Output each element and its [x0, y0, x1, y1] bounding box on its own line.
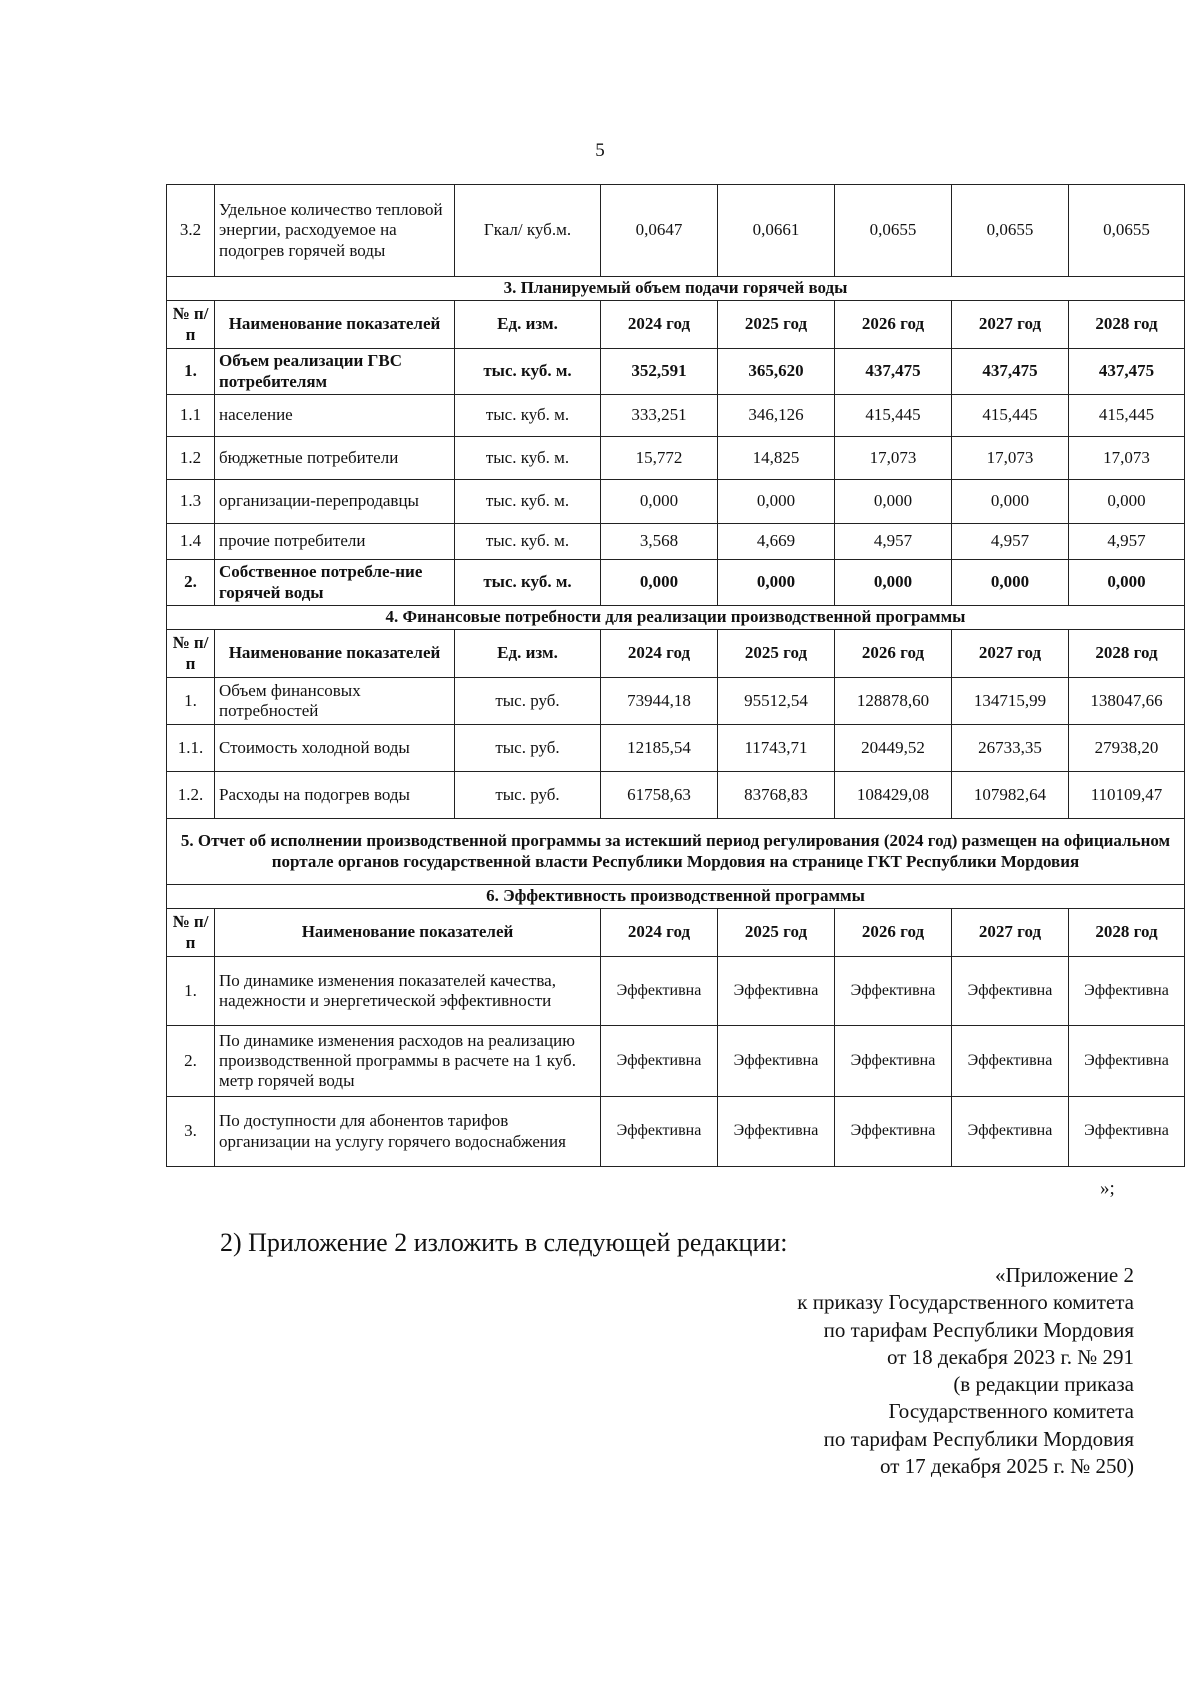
value-2026: 0,0655 — [835, 185, 952, 277]
efficiency-2024: Эффективна — [601, 1026, 718, 1097]
value-2026: 20449,52 — [835, 725, 952, 772]
unit-cell: тыс. руб. — [455, 678, 601, 725]
value-2024: 352,591 — [601, 349, 718, 395]
header-name: Наименование показателей — [215, 909, 601, 957]
efficiency-2027: Эффективна — [952, 1097, 1069, 1167]
indicator-name: Удельное количество тепловой энергии, расходуемое на подогрев горячей воды — [215, 185, 455, 277]
indicator-name: Стоимость холодной воды — [215, 725, 455, 772]
section-title-row — [167, 606, 1185, 630]
efficiency-2028: Эффективна — [1069, 1026, 1185, 1097]
header-year: 2024 год — [601, 301, 718, 349]
value-2027: 107982,64 — [952, 772, 1069, 819]
row-number: 1. — [167, 678, 215, 725]
header-no: № п/п — [167, 301, 215, 349]
value-2025: 4,669 — [718, 524, 835, 560]
value-2027: 134715,99 — [952, 678, 1069, 725]
value-2024: 0,000 — [601, 560, 718, 606]
section-6-title: 6. Эффективность производственной программы — [167, 885, 1185, 909]
value-2028: 0,000 — [1069, 560, 1185, 606]
row-number: 1.2 — [167, 437, 215, 480]
table-row — [167, 395, 1185, 437]
row-number: 1.4 — [167, 524, 215, 560]
indicator-name: Объем реализации ГВС потребителям — [215, 349, 455, 395]
unit-cell: тыс. руб. — [455, 772, 601, 819]
table-row — [167, 560, 1185, 606]
row-number: 1.1 — [167, 395, 215, 437]
value-2025: 95512,54 — [718, 678, 835, 725]
header-year: 2028 год — [1069, 909, 1185, 957]
header-year: 2028 год — [1069, 301, 1185, 349]
page-number: 5 — [595, 140, 605, 161]
section-3-title: 3. Планируемый объем подачи горячей воды — [167, 277, 1185, 301]
value-2026: 0,000 — [835, 560, 952, 606]
value-2024: 12185,54 — [601, 725, 718, 772]
row-number: 2. — [167, 1026, 215, 1097]
value-2024: 0,000 — [601, 480, 718, 524]
header-row — [167, 909, 1185, 957]
indicator-name: По динамике изменения показателей качества, надежности и энергетической эффективности — [215, 957, 601, 1026]
closing-quote-mark: »; — [1100, 1178, 1115, 1199]
value-2027: 26733,35 — [952, 725, 1069, 772]
value-2028: 0,000 — [1069, 480, 1185, 524]
appendix-line: по тарифам Республики Мордовия — [823, 1426, 1134, 1451]
row-number: 2. — [167, 560, 215, 606]
value-2024: 73944,18 — [601, 678, 718, 725]
header-year: 2025 год — [718, 909, 835, 957]
header-year: 2025 год — [718, 301, 835, 349]
appendix-line: (в редакции приказа — [953, 1372, 1134, 1397]
efficiency-2027: Эффективна — [952, 1026, 1069, 1097]
table-row — [167, 524, 1185, 560]
row-number: 1.3 — [167, 480, 215, 524]
unit-cell: тыс. куб. м. — [455, 524, 601, 560]
section-title-row — [167, 277, 1185, 301]
efficiency-2025: Эффективна — [718, 1097, 835, 1167]
header-year: 2027 год — [952, 909, 1069, 957]
value-2025: 0,0661 — [718, 185, 835, 277]
value-2027: 0,000 — [952, 560, 1069, 606]
section-title-row — [167, 819, 1185, 885]
indicator-name: По динамике изменения расходов на реализацию производственной программы в расчете на 1 куб. метр горячей воды — [215, 1026, 601, 1097]
unit-cell: тыс. куб. м. — [455, 560, 601, 606]
indicator-name: население — [215, 395, 455, 437]
value-2028: 437,475 — [1069, 349, 1185, 395]
efficiency-2025: Эффективна — [718, 1026, 835, 1097]
amendment-point-2: 2) Приложение 2 изложить в следующей редакции: — [220, 1228, 788, 1257]
efficiency-2026: Эффективна — [835, 1026, 952, 1097]
indicator-name: прочие потребители — [215, 524, 455, 560]
appendix-line: к приказу Государственного комитета — [797, 1290, 1134, 1315]
value-2024: 333,251 — [601, 395, 718, 437]
header-no: № п/п — [167, 909, 215, 957]
header-no: № п/п — [167, 630, 215, 678]
value-2028: 415,445 — [1069, 395, 1185, 437]
value-2026: 415,445 — [835, 395, 952, 437]
row-number: 1.2. — [167, 772, 215, 819]
value-2028: 138047,66 — [1069, 678, 1185, 725]
production-program-table — [166, 184, 1185, 1167]
unit-cell: тыс. куб. м. — [455, 349, 601, 395]
indicator-name: организации-перепродавцы — [215, 480, 455, 524]
value-2024: 0,0647 — [601, 185, 718, 277]
header-row — [167, 630, 1185, 678]
value-2025: 0,000 — [718, 480, 835, 524]
header-year: 2026 год — [835, 909, 952, 957]
unit-cell: тыс. куб. м. — [455, 395, 601, 437]
appendix-line: по тарифам Республики Мордовия — [823, 1317, 1134, 1342]
value-2026: 17,073 — [835, 437, 952, 480]
efficiency-2026: Эффективна — [835, 957, 952, 1026]
table-row — [167, 772, 1185, 819]
appendix-header — [797, 1262, 1134, 1480]
table-row — [167, 437, 1185, 480]
efficiency-2024: Эффективна — [601, 957, 718, 1026]
unit-cell: тыс. куб. м. — [455, 480, 601, 524]
table-row — [167, 725, 1185, 772]
table-row — [167, 349, 1185, 395]
value-2025: 11743,71 — [718, 725, 835, 772]
value-2028: 110109,47 — [1069, 772, 1185, 819]
value-2025: 365,620 — [718, 349, 835, 395]
indicator-name: По доступности для абонентов тарифов организации на услугу горячего водоснабжения — [215, 1097, 601, 1167]
value-2025: 346,126 — [718, 395, 835, 437]
header-year: 2024 год — [601, 909, 718, 957]
value-2027: 0,000 — [952, 480, 1069, 524]
table-row — [167, 1097, 1185, 1167]
appendix-line: Государственного комитета — [888, 1399, 1134, 1424]
value-2026: 128878,60 — [835, 678, 952, 725]
header-row — [167, 301, 1185, 349]
row-number: 1. — [167, 349, 215, 395]
table-row — [167, 1026, 1185, 1097]
efficiency-2024: Эффективна — [601, 1097, 718, 1167]
indicator-name: Собственное потребле-ние горячей воды — [215, 560, 455, 606]
value-2027: 415,445 — [952, 395, 1069, 437]
header-unit: Ед. изм. — [455, 630, 601, 678]
header-year: 2028 год — [1069, 630, 1185, 678]
header-name: Наименование показателей — [215, 630, 455, 678]
efficiency-2026: Эффективна — [835, 1097, 952, 1167]
unit-cell: Гкал/ куб.м. — [455, 185, 601, 277]
header-year: 2026 год — [835, 301, 952, 349]
value-2026: 108429,08 — [835, 772, 952, 819]
header-unit: Ед. изм. — [455, 301, 601, 349]
efficiency-2025: Эффективна — [718, 957, 835, 1026]
header-year: 2027 год — [952, 630, 1069, 678]
row-number: 3. — [167, 1097, 215, 1167]
indicator-name: Объем финансовых потребностей — [215, 678, 455, 725]
unit-cell: тыс. руб. — [455, 725, 601, 772]
value-2024: 61758,63 — [601, 772, 718, 819]
value-2027: 4,957 — [952, 524, 1069, 560]
value-2028: 4,957 — [1069, 524, 1185, 560]
value-2026: 0,000 — [835, 480, 952, 524]
value-2028: 17,073 — [1069, 437, 1185, 480]
appendix-line: от 18 декабря 2023 г. № 291 — [887, 1344, 1134, 1369]
value-2025: 14,825 — [718, 437, 835, 480]
value-2028: 0,0655 — [1069, 185, 1185, 277]
efficiency-2027: Эффективна — [952, 957, 1069, 1026]
efficiency-2028: Эффективна — [1069, 957, 1185, 1026]
header-year: 2025 год — [718, 630, 835, 678]
row-number: 1. — [167, 957, 215, 1026]
table-row — [167, 957, 1185, 1026]
unit-cell: тыс. куб. м. — [455, 437, 601, 480]
value-2026: 4,957 — [835, 524, 952, 560]
row-number: 3.2 — [167, 185, 215, 277]
table-row — [167, 480, 1185, 524]
section-title-row — [167, 885, 1185, 909]
table-row — [167, 678, 1185, 725]
header-year: 2026 год — [835, 630, 952, 678]
table-row — [167, 185, 1185, 277]
header-name: Наименование показателей — [215, 301, 455, 349]
value-2025: 83768,83 — [718, 772, 835, 819]
header-year: 2027 год — [952, 301, 1069, 349]
value-2024: 3,568 — [601, 524, 718, 560]
efficiency-2028: Эффективна — [1069, 1097, 1185, 1167]
row-number: 1.1. — [167, 725, 215, 772]
value-2027: 437,475 — [952, 349, 1069, 395]
value-2027: 17,073 — [952, 437, 1069, 480]
appendix-line: «Приложение 2 — [995, 1263, 1134, 1287]
header-year: 2024 год — [601, 630, 718, 678]
section-5-report: 5. Отчет об исполнении производственной программы за истекший период регулирования (2024 год) размещен на официальном портале органов государственной власти Республики Мордовия на странице ГКТ Республики Мордовия — [167, 819, 1185, 885]
appendix-line: от 17 декабря 2025 г. № 250) — [880, 1454, 1134, 1479]
section-4-title: 4. Финансовые потребности для реализации производственной программы — [167, 606, 1185, 630]
value-2026: 437,475 — [835, 349, 952, 395]
value-2028: 27938,20 — [1069, 725, 1185, 772]
indicator-name: бюджетные потребители — [215, 437, 455, 480]
indicator-name: Расходы на подогрев воды — [215, 772, 455, 819]
value-2027: 0,0655 — [952, 185, 1069, 277]
value-2025: 0,000 — [718, 560, 835, 606]
value-2024: 15,772 — [601, 437, 718, 480]
